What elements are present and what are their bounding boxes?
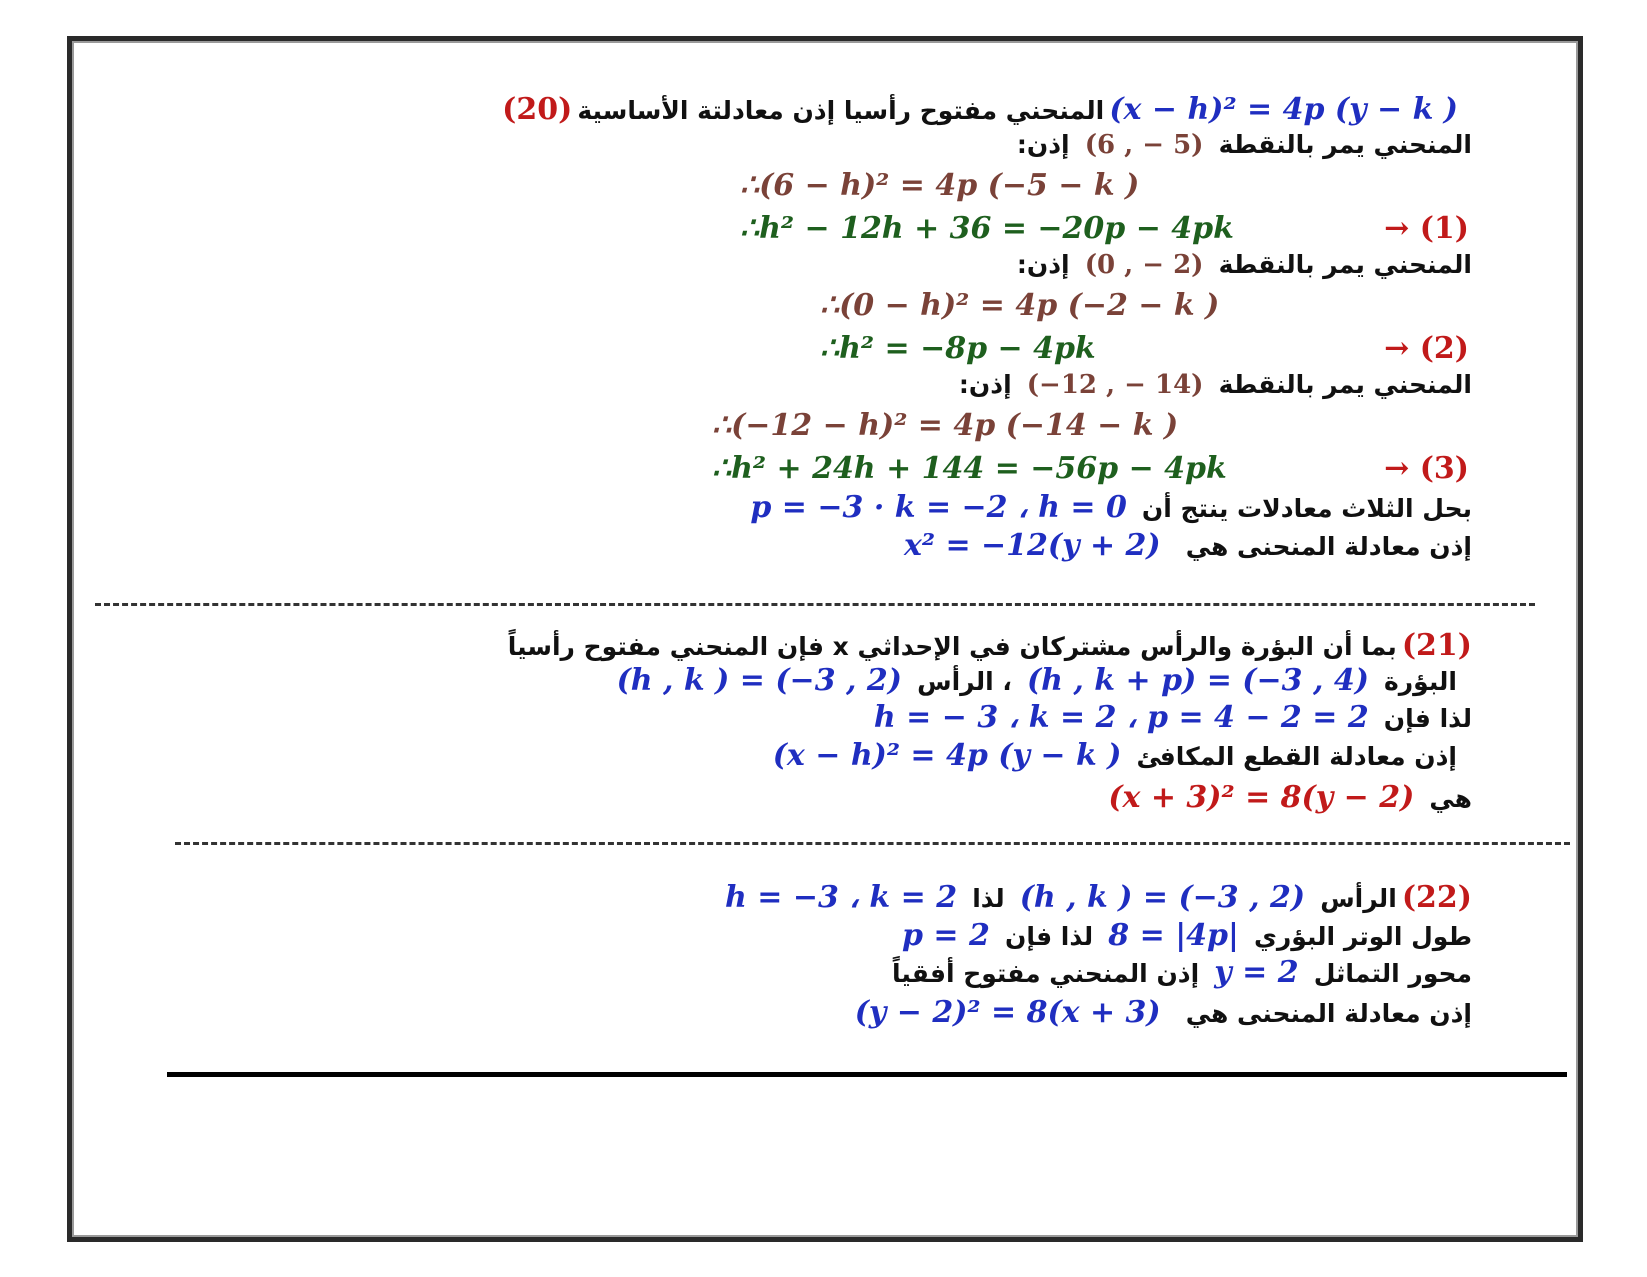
p20-passes-label-3: المنحني يمر بالنقطة xyxy=(1218,370,1472,399)
p22-result-label: إذن معادلة المنحنى هي xyxy=(1185,999,1472,1028)
p20-point-2: (0 , − 2) xyxy=(1084,250,1204,280)
p22-axis-then: إذن المنحني مفتوح أفقياً xyxy=(892,959,1200,988)
p21-line1 xyxy=(508,628,1472,663)
p20-solve-values: p = −3 · k = −2 ، h = 0 xyxy=(750,490,1127,525)
p21-eq-label: إذن معادلة القطع المكافئ xyxy=(1136,742,1457,771)
p21-line5 xyxy=(1108,780,1472,815)
p22-chord-value: 8 = |4p| xyxy=(1108,918,1239,953)
p20-line5 xyxy=(1017,250,1472,280)
p21-line2 xyxy=(617,663,1457,698)
p22-chord-label: طول الوتر البؤري xyxy=(1253,922,1472,951)
p21-focus-label: البؤرة xyxy=(1384,667,1457,696)
separator-1 xyxy=(95,603,1535,606)
p20-number: (20) xyxy=(502,92,573,127)
p20-point-3: (−12 , − 14) xyxy=(1026,370,1204,400)
p21-eq-base: (x − h)² = 4p (y − k ) xyxy=(772,738,1122,773)
p21-line3 xyxy=(874,700,1472,735)
p20-tag3: → (3) xyxy=(1384,451,1469,486)
p20-solve-label: بحل الثلاث معادلات ينتج أن xyxy=(1141,494,1472,523)
p21-eq-final: (x + 3)² = 8(y − 2) xyxy=(1108,780,1415,815)
p22-line4 xyxy=(855,995,1472,1030)
p20-eq1b: ∴h² − 12h + 36 = −20p − 4pk xyxy=(740,211,1234,246)
p20-eq1a: ∴(6 − h)² = 4p (−5 − k ) xyxy=(740,168,1140,203)
p22-p-value: p = 2 xyxy=(902,918,990,953)
p22-hk-values: h = −3 ، k = 2 xyxy=(724,880,958,915)
p20-tag2: → (2) xyxy=(1384,331,1469,366)
p22-vertex-value: (h , k ) = (−3 , 2) xyxy=(1019,880,1306,915)
p20-result-line xyxy=(904,528,1472,563)
p21-intro: بما أن البؤرة والرأس مشتركان في الإحداثي x فإن المنحني مفتوح رأسياً xyxy=(507,632,1397,661)
p22-line2 xyxy=(902,918,1472,953)
p20-eq2a: ∴(0 − h)² = 4p (−2 − k ) xyxy=(820,288,1220,323)
p21-so-label: لذا فإن xyxy=(1383,704,1472,733)
p20-eq3a: ∴(−12 − h)² = 4p (−14 − k ) xyxy=(712,408,1179,443)
p20-result-label: إذن معادلة المنحنى هي xyxy=(1185,532,1472,561)
p20-passes-label-1: المنحني يمر بالنقطة xyxy=(1218,130,1472,159)
p20-base-equation: (x − h)² = 4p (y − k ) xyxy=(1109,92,1458,127)
p20-then-3: إذن: xyxy=(958,370,1012,399)
p20-then-1: إذن: xyxy=(1016,130,1070,159)
p22-chord-so: لذا فإن xyxy=(1005,922,1094,951)
p21-is-label: هي xyxy=(1429,784,1472,813)
p20-solve-line xyxy=(750,490,1472,525)
p20-eq2b: ∴h² = −8p − 4pk xyxy=(820,331,1096,366)
separator-2 xyxy=(175,842,1570,845)
p20-tag1: → (1) xyxy=(1384,211,1469,246)
p22-line1 xyxy=(725,880,1472,915)
p21-vertex-value: (h , k ) = (−3 , 2) xyxy=(616,663,902,698)
p21-so-values: h = − 3 ، k = 2 ، p = 4 − 2 = 2 xyxy=(873,700,1369,735)
p22-axis-value: y = 2 xyxy=(1214,955,1299,990)
p20-line1 xyxy=(502,92,1472,127)
p20-line8 xyxy=(959,370,1472,400)
p20-intro: المنحني مفتوح رأسيا إذن معادلتة الأساسية xyxy=(577,96,1105,125)
p22-line3 xyxy=(892,955,1472,990)
p21-number: (21) xyxy=(1401,628,1472,663)
p22-vertex-label: الرأس xyxy=(1320,884,1397,913)
p20-point-1: (6 , − 5) xyxy=(1084,130,1204,160)
p21-line4 xyxy=(773,738,1457,773)
p21-focus-value: (h , k + p) = (−3 , 4) xyxy=(1026,663,1369,698)
p21-vertex-label: ، الرأس xyxy=(917,667,1012,696)
p20-eq3b: ∴h² + 24h + 144 = −56p − 4pk xyxy=(712,451,1227,486)
p20-result-equation: x² = −12(y + 2) xyxy=(903,528,1161,563)
p20-line2 xyxy=(1017,130,1472,160)
p20-passes-label-2: المنحني يمر بالنقطة xyxy=(1218,250,1472,279)
p22-so: لذا xyxy=(972,884,1005,913)
p22-result-equation: (y − 2)² = 8(x + 3) xyxy=(854,995,1161,1030)
p22-axis-label: محور التماثل xyxy=(1313,959,1472,988)
bottom-rule xyxy=(167,1072,1567,1077)
p20-then-2: إذن: xyxy=(1016,250,1070,279)
p22-number: (22) xyxy=(1401,880,1472,915)
